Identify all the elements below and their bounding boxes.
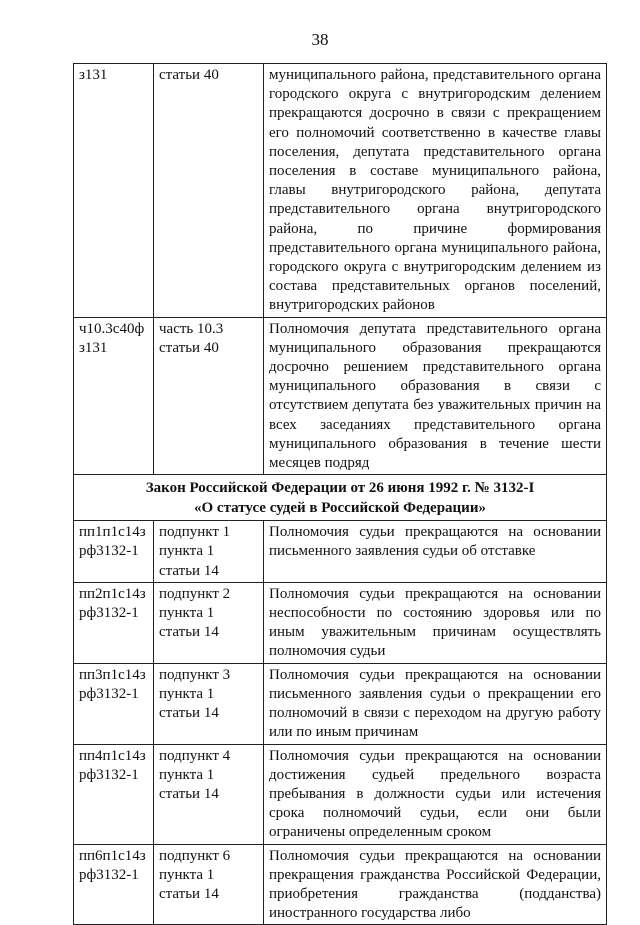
law-header-subtitle: «О статусе судей в Российской Федерации» bbox=[194, 500, 486, 517]
article-cell: подпункт 3 пункта 1 статьи 14 bbox=[154, 663, 264, 744]
article-cell: подпункт 6 пункта 1 статьи 14 bbox=[154, 844, 264, 925]
text-cell: Полномочия судьи прекращаются на основании письменного заявления судьи об отставке bbox=[264, 521, 607, 583]
text-cell: Полномочия судьи прекращаются на основании неспособности по состоянию здоровья или по иным уважительным причинам осуществлять полномочия судьи bbox=[264, 582, 607, 663]
table-row bbox=[74, 744, 607, 844]
article-cell: подпункт 2 пункта 1 статьи 14 bbox=[154, 582, 264, 663]
page-number: 38 bbox=[311, 30, 329, 49]
code-cell: пп4п1с14з рф3132-1 bbox=[74, 744, 154, 844]
code-cell: пп1п1с14з рф3132-1 bbox=[74, 521, 154, 583]
law-header-title: Закон Российской Федерации от 26 июня 1992 г. № 3132-I bbox=[145, 480, 535, 497]
code-cell: пп6п1с14з рф3132-1 bbox=[74, 844, 154, 925]
law-header-row bbox=[74, 475, 607, 521]
code-cell: ч10.3с40ф з131 bbox=[74, 317, 154, 475]
article-cell: статьи 40 bbox=[154, 64, 264, 318]
text-cell: Полномочия депутата представительного органа муниципального образования прекращаются досрочно решением представительного органа муниципального образования в связи с отсутствием депутата без уважительных причин на всех заседаниях представительного органа муниципального образования в течение шести месяцев подряд bbox=[264, 317, 607, 475]
text-cell: Полномочия судьи прекращаются на основании прекращения гражданства Российской Федерации, приобретения гражданства (подданства) иностранного государства либо bbox=[264, 844, 607, 925]
table-row bbox=[74, 844, 607, 925]
table-row bbox=[74, 317, 607, 475]
code-cell: з131 bbox=[74, 64, 154, 318]
text-cell: Полномочия судьи прекращаются на основании достижения судьей предельного возраста пребывания в должности судьи или истечения срока полномочий судьи, если они были ограничены определенным сроком bbox=[264, 744, 607, 844]
text-cell: муниципального района, представительного органа городского округа с внутригородским делением прекращаются досрочно в связи с прекращением его полномочий соответственно в качестве главы поселения, депутата представительного органа поселения в составе муниципального района, главы внутригородского района, депутата представительного органа внутригородского района, по причине формирования представительного органа муниципального района, городского округа с внутригородским делением из состава представительных органов поселений, внутригородских районов bbox=[264, 64, 607, 318]
law-header bbox=[74, 475, 607, 521]
table-row bbox=[74, 663, 607, 744]
article-cell: подпункт 4 пункта 1 статьи 14 bbox=[154, 744, 264, 844]
text-cell: Полномочия судьи прекращаются на основании письменного заявления судьи о прекращении его полномочий в связи с переходом на другую работу или по иным причинам bbox=[264, 663, 607, 744]
code-cell: пп2п1с14з рф3132-1 bbox=[74, 582, 154, 663]
code-cell: пп3п1с14з рф3132-1 bbox=[74, 663, 154, 744]
table-row bbox=[74, 521, 607, 583]
article-cell: часть 10.3 статьи 40 bbox=[154, 317, 264, 475]
document-table bbox=[73, 63, 607, 925]
table-row bbox=[74, 64, 607, 318]
table-row bbox=[74, 582, 607, 663]
article-cell: подпункт 1 пункта 1 статьи 14 bbox=[154, 521, 264, 583]
